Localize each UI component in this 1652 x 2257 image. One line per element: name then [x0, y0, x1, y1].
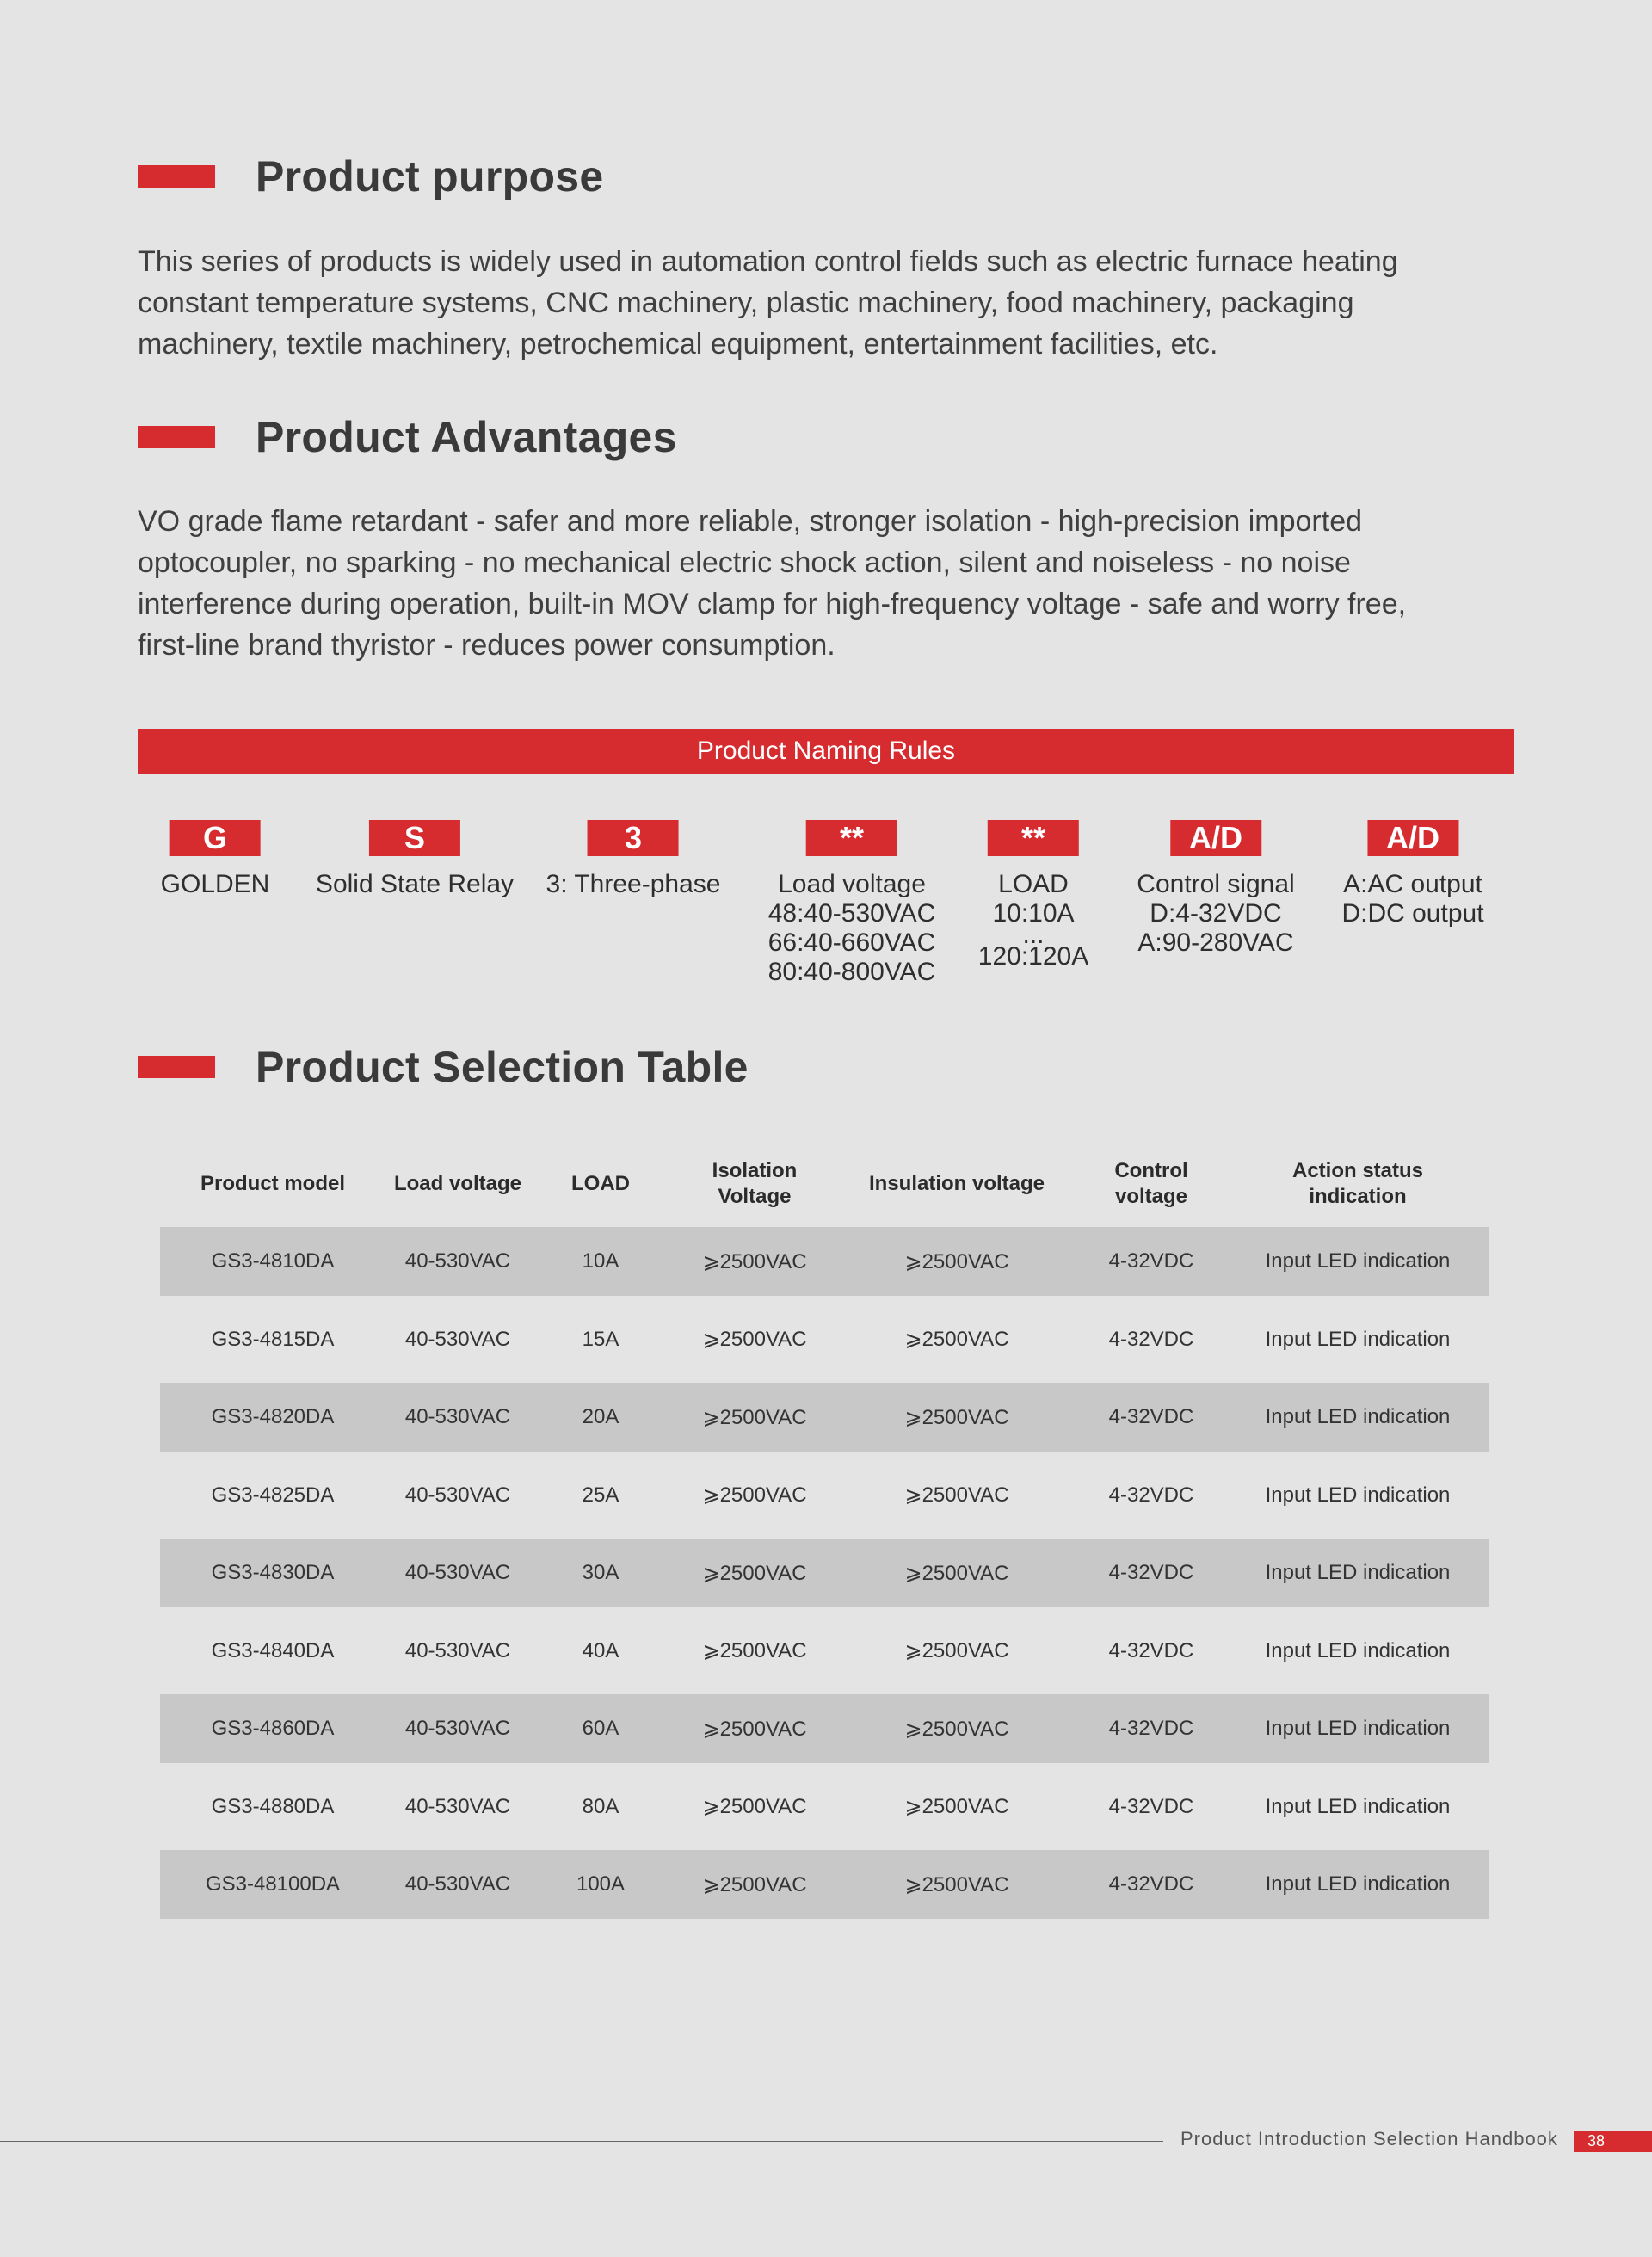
table-cell: ⩾2500VAC: [838, 1694, 1076, 1763]
table-cell: Input LED indication: [1265, 1483, 1451, 1507]
table-cell: Input LED indication: [1227, 1850, 1489, 1919]
table-cell: 40-530VAC: [404, 1638, 511, 1662]
table-cell: ⩾2500VAC: [904, 1639, 1009, 1662]
table-row: [160, 1227, 1489, 1296]
column-header: Load voltage: [393, 1172, 522, 1195]
code-label: 3: Three-phase: [546, 870, 721, 898]
code-detail: 66:40-660VAC: [767, 928, 936, 957]
code-detail: D:DC output: [1341, 899, 1484, 928]
table-cell: ⩾2500VAC: [702, 1483, 807, 1507]
table-cell: ⩾2500VAC: [904, 1795, 1009, 1818]
table-cell: ⩾2500VAC: [671, 1227, 838, 1296]
column-header: Action status indication: [1291, 1159, 1423, 1208]
table-cell: ⩾2500VAC: [671, 1850, 838, 1919]
section-product-advantages: [138, 412, 677, 462]
table-cell: 4-32VDC: [1108, 1638, 1194, 1662]
table-cell: ⩾2500VAC: [838, 1227, 1076, 1296]
table-cell: ⩾2500VAC: [838, 1383, 1076, 1452]
table-cell: 4-32VDC: [1108, 1327, 1194, 1351]
code-label: Solid State Relay: [315, 870, 515, 898]
table-cell: Input LED indication: [1227, 1383, 1489, 1452]
table-row: [160, 1694, 1489, 1763]
table-cell: GS3-4825DA: [211, 1483, 335, 1507]
table-cell: GS3-4815DA: [211, 1327, 335, 1351]
column-header: Insulation voltage: [868, 1172, 1045, 1195]
table-cell: ⩾2500VAC: [671, 1383, 838, 1452]
naming-item-golden: [161, 820, 270, 899]
column-header: Control voltage: [1114, 1159, 1188, 1208]
table-cell: Input LED indication: [1265, 1638, 1451, 1662]
section-title: Product Selection Table: [256, 1043, 749, 1091]
table-cell: 40-530VAC: [385, 1694, 530, 1763]
code-detail: A:90-280VAC: [1137, 928, 1294, 957]
table-cell: 100A: [530, 1850, 671, 1919]
code-label: Load voltage: [778, 870, 926, 898]
table-cell: 4-32VDC: [1076, 1694, 1227, 1763]
section-product-purpose: [138, 151, 604, 201]
table-cell: Input LED indication: [1227, 1539, 1489, 1607]
table-cell: ⩾2500VAC: [702, 1328, 807, 1351]
column-header: Isolation Voltage: [712, 1159, 798, 1208]
code-label: GOLDEN: [160, 870, 270, 898]
table-cell: 40-530VAC: [385, 1539, 530, 1607]
code-badge: 3: [588, 820, 679, 856]
table-cell: 30A: [530, 1539, 671, 1607]
table-row: [160, 1296, 1489, 1383]
table-cell: ⩾2500VAC: [838, 1539, 1076, 1607]
code-detail: 120:120A: [977, 942, 1089, 971]
code-detail: D:4-32VDC: [1150, 899, 1282, 928]
table-row: [160, 1607, 1489, 1694]
purpose-paragraph: This series of products is widely used in automation control fields such as electric furnace heating constant temperature systems, CNC machinery, plastic machinery, food machinery, packaging machinery, textile machinery, petrochemical equipment, entertainment facilities, etc.: [138, 245, 1398, 361]
table-cell: Input LED indication: [1227, 1694, 1489, 1763]
code-badge: **: [988, 820, 1079, 856]
code-detail: 48:40-530VAC: [767, 899, 936, 928]
section-title: Product purpose: [256, 152, 604, 200]
table-cell: 40-530VAC: [385, 1383, 530, 1452]
section-product-selection: [138, 1042, 749, 1092]
table-cell: ⩾2500VAC: [702, 1795, 807, 1818]
naming-item-control-signal: [1137, 820, 1294, 958]
table-row: [160, 1763, 1489, 1850]
table-cell: 20A: [530, 1383, 671, 1452]
table-cell: 40-530VAC: [385, 1850, 530, 1919]
table-cell: GS3-4860DA: [160, 1694, 385, 1763]
table-row: [160, 1383, 1489, 1452]
section-accent-bar: [138, 426, 215, 448]
table-cell: Input LED indication: [1265, 1327, 1451, 1351]
table-cell: 15A: [582, 1327, 620, 1351]
code-detail: 80:40-800VAC: [767, 958, 936, 986]
selection-table: [160, 1141, 1489, 1919]
code-detail: 10:10A: [992, 899, 1075, 928]
table-row: [160, 1452, 1489, 1539]
naming-item-phase: [546, 820, 721, 899]
table-cell: GS3-48100DA: [160, 1850, 385, 1919]
code-label: Control signal: [1137, 870, 1295, 898]
section-title: Product Advantages: [256, 413, 677, 461]
table-cell: 4-32VDC: [1108, 1483, 1194, 1507]
naming-item-load-voltage: [768, 820, 936, 987]
table-row: [160, 1850, 1489, 1919]
table-cell: ⩾2500VAC: [838, 1850, 1076, 1919]
column-header: Product model: [200, 1172, 345, 1195]
table-cell: 80A: [582, 1794, 620, 1818]
table-cell: GS3-4840DA: [211, 1638, 335, 1662]
table-cell: ⩾2500VAC: [904, 1483, 1009, 1507]
footer-handbook-title: Product Introduction Selection Handbook: [1180, 2128, 1558, 2149]
table-cell: 40A: [582, 1638, 620, 1662]
code-label: A:AC output: [1343, 870, 1482, 898]
naming-item-ssr: [316, 820, 514, 899]
table-cell: 60A: [530, 1694, 671, 1763]
code-badge: A/D: [1170, 820, 1261, 856]
table-header-row: [160, 1141, 1489, 1227]
naming-item-load: [978, 820, 1088, 971]
table-cell: 4-32VDC: [1076, 1227, 1227, 1296]
code-badge: S: [369, 820, 460, 856]
table-cell: GS3-4880DA: [211, 1794, 335, 1818]
table-cell: 40-530VAC: [404, 1483, 511, 1507]
table-cell: ⩾2500VAC: [671, 1694, 838, 1763]
section-accent-bar: [138, 1056, 215, 1078]
footer-divider: [0, 2141, 1163, 2142]
table-cell: ⩾2500VAC: [904, 1328, 1009, 1351]
section-accent-bar: [138, 165, 215, 188]
code-badge: G: [170, 820, 261, 856]
code-label: LOAD: [998, 870, 1069, 898]
table-cell: GS3-4830DA: [160, 1539, 385, 1607]
table-cell: 4-32VDC: [1076, 1850, 1227, 1919]
code-detail: ...: [1022, 921, 1045, 949]
table-cell: GS3-4810DA: [160, 1227, 385, 1296]
naming-rules-banner: Product Naming Rules: [138, 729, 1514, 774]
table-cell: ⩾2500VAC: [702, 1639, 807, 1662]
table-row: [160, 1539, 1489, 1607]
column-header: LOAD: [571, 1172, 630, 1195]
page-number: 38: [1574, 2131, 1652, 2152]
table-cell: 40-530VAC: [404, 1794, 511, 1818]
table-cell: GS3-4820DA: [160, 1383, 385, 1452]
code-badge: A/D: [1367, 820, 1458, 856]
table-cell: 25A: [582, 1483, 620, 1507]
naming-item-output: [1341, 820, 1483, 928]
table-cell: Input LED indication: [1265, 1794, 1451, 1818]
advantages-paragraph: VO grade flame retardant - safer and more reliable, stronger isolation - high-precision imported optocoupler, no sparking - no mechanical electric shock action, silent and noiseless - no noise interference during operation, built-in MOV clamp for high-frequency voltage - safe and worry free, first-line brand thyristor - reduces power consumption.: [138, 505, 1407, 662]
table-cell: ⩾2500VAC: [671, 1539, 838, 1607]
table-cell: 4-32VDC: [1076, 1539, 1227, 1607]
code-badge: **: [806, 820, 897, 856]
table-cell: 4-32VDC: [1108, 1794, 1194, 1818]
table-cell: 40-530VAC: [385, 1227, 530, 1296]
table-cell: Input LED indication: [1227, 1227, 1489, 1296]
table-cell: 40-530VAC: [404, 1327, 511, 1351]
table-cell: 10A: [530, 1227, 671, 1296]
table-cell: 4-32VDC: [1076, 1383, 1227, 1452]
